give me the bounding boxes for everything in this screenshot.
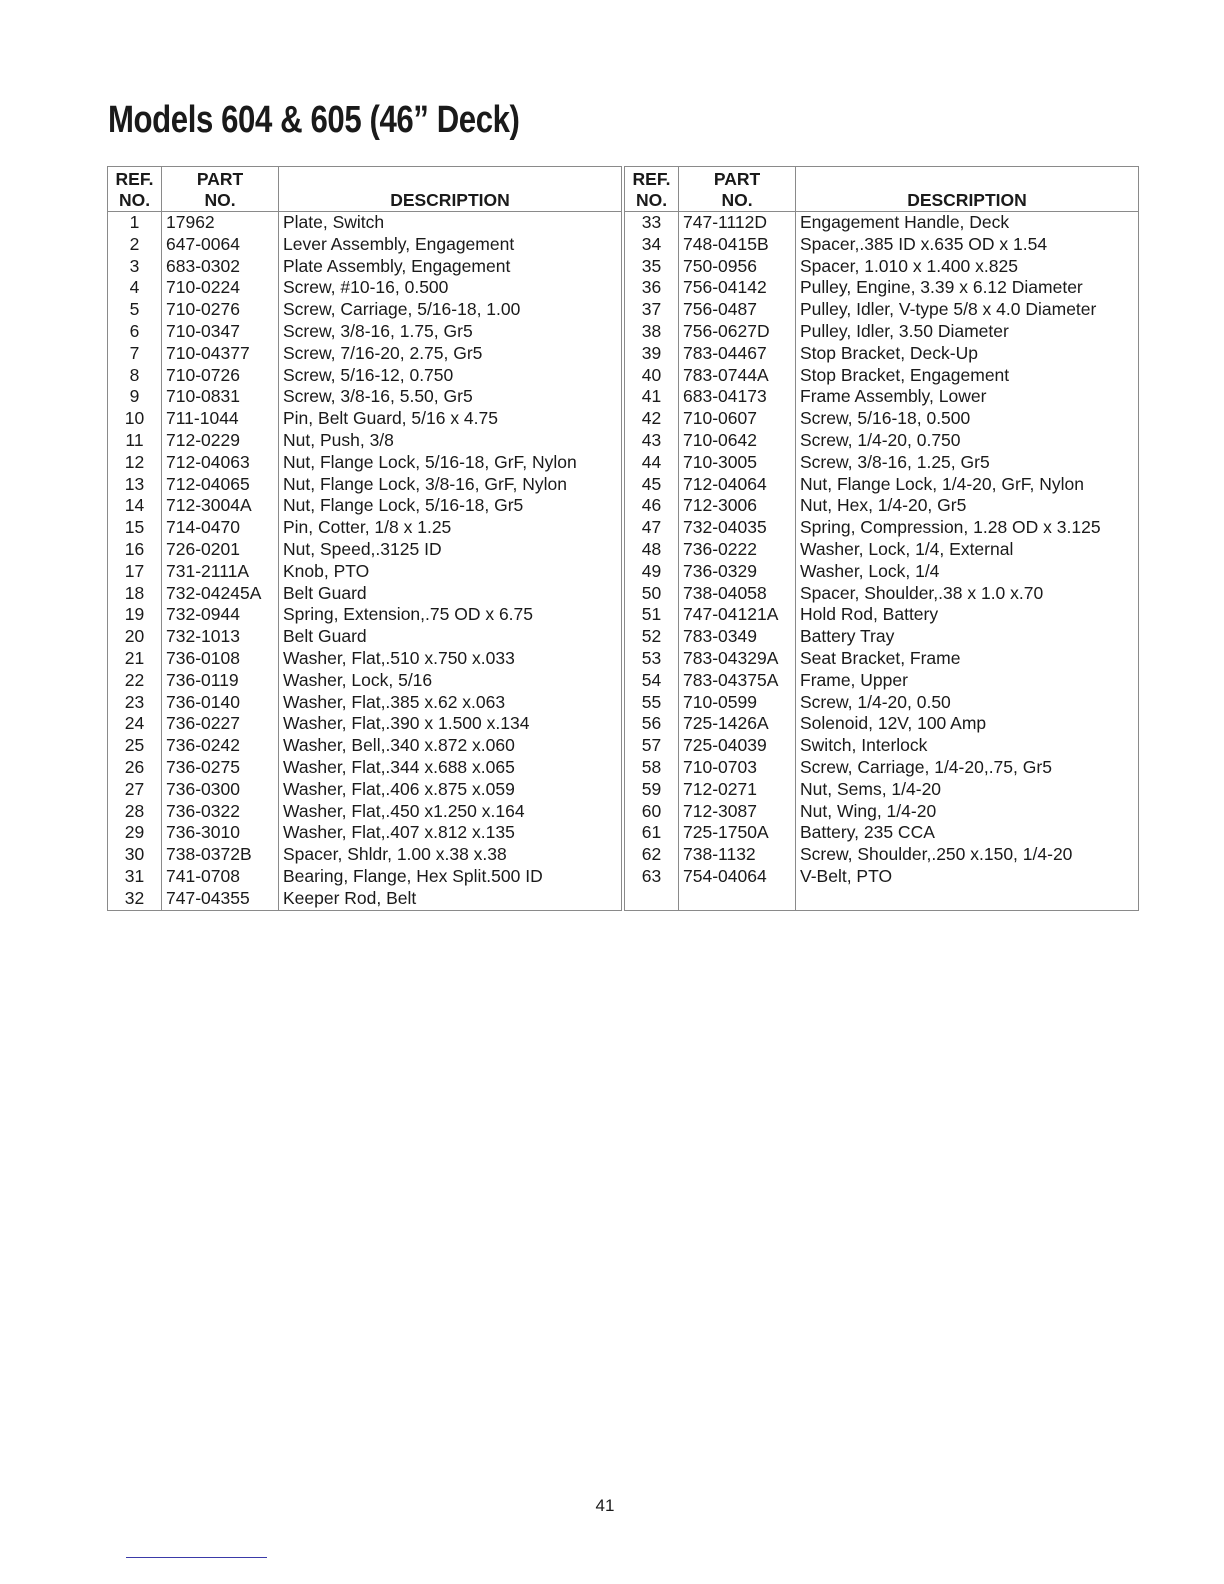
ref-no-cell: 61 — [625, 822, 679, 844]
part-no-cell: 747-04355 — [162, 888, 279, 910]
part-no-cell: 736-0119 — [162, 670, 279, 692]
ref-no-cell: 37 — [625, 299, 679, 321]
table-row — [625, 822, 1139, 844]
table-row — [625, 561, 1139, 583]
description-cell: Nut, Hex, 1/4-20, Gr5 — [796, 495, 1139, 517]
description-cell: Pulley, Idler, V-type 5/8 x 4.0 Diameter — [796, 299, 1139, 321]
footnote-divider — [126, 1557, 267, 1558]
ref-no-cell: 55 — [625, 692, 679, 714]
part-no-cell — [679, 888, 796, 910]
table-row — [108, 234, 622, 256]
part-no-cell: 712-04063 — [162, 452, 279, 474]
ref-no-cell: 50 — [625, 583, 679, 605]
part-no-cell: 754-04064 — [679, 866, 796, 888]
ref-no-cell: 16 — [108, 539, 162, 561]
part-no-cell: 748-0415B — [679, 234, 796, 256]
ref-no-cell: 12 — [108, 452, 162, 474]
ref-no-cell: 39 — [625, 343, 679, 365]
ref-no-cell: 63 — [625, 866, 679, 888]
description-cell: Nut, Push, 3/8 — [279, 430, 622, 452]
ref-no-cell: 1 — [108, 212, 162, 234]
table-row — [108, 517, 622, 539]
description-cell: Washer, Flat,.510 x.750 x.033 — [279, 648, 622, 670]
table-row — [108, 801, 622, 823]
ref-no-cell: 52 — [625, 626, 679, 648]
ref-no-cell: 25 — [108, 735, 162, 757]
table-row — [625, 670, 1139, 692]
description-header-text: DESCRIPTION — [907, 190, 1027, 210]
part-no-header — [679, 167, 796, 212]
ref-no-cell: 54 — [625, 670, 679, 692]
part-no-cell: 738-1132 — [679, 844, 796, 866]
page-number: 41 — [595, 1496, 615, 1515]
table-row — [108, 539, 622, 561]
table-row — [108, 256, 622, 278]
part-no-cell: 725-1750A — [679, 822, 796, 844]
part-no-cell: 712-0229 — [162, 430, 279, 452]
table-row — [625, 517, 1139, 539]
ref-no-cell: 3 — [108, 256, 162, 278]
table-row — [625, 256, 1139, 278]
table-row — [625, 277, 1139, 299]
table-row — [625, 844, 1139, 866]
ref-no-header — [625, 167, 679, 212]
table-row — [625, 648, 1139, 670]
description-cell: Washer, Flat,.390 x 1.500 x.134 — [279, 713, 622, 735]
description-cell: Spring, Extension,.75 OD x 6.75 — [279, 604, 622, 626]
ref-no-cell: 31 — [108, 866, 162, 888]
description-cell: Pin, Cotter, 1/8 x 1.25 — [279, 517, 622, 539]
description-cell: Switch, Interlock — [796, 735, 1139, 757]
ref-no-cell: 29 — [108, 822, 162, 844]
part-no-cell: 710-0276 — [162, 299, 279, 321]
description-header — [279, 167, 622, 212]
ref-no-cell: 57 — [625, 735, 679, 757]
table-row — [625, 299, 1139, 321]
part-no-cell: 736-0140 — [162, 692, 279, 714]
description-cell: Belt Guard — [279, 626, 622, 648]
table-row — [108, 561, 622, 583]
description-cell: Nut, Flange Lock, 3/8-16, GrF, Nylon — [279, 474, 622, 496]
ref-no-cell: 8 — [108, 365, 162, 387]
part-no-cell: 732-1013 — [162, 626, 279, 648]
part-no-cell: 710-3005 — [679, 452, 796, 474]
part-no-cell: 783-04329A — [679, 648, 796, 670]
table-row — [625, 495, 1139, 517]
table-row — [625, 779, 1139, 801]
ref-no-cell: 18 — [108, 583, 162, 605]
part-header-line1: PART — [713, 169, 761, 189]
table-row — [108, 408, 622, 430]
table-row — [625, 735, 1139, 757]
description-cell: Lever Assembly, Engagement — [279, 234, 622, 256]
description-cell: Plate, Switch — [279, 212, 622, 234]
table-row — [108, 626, 622, 648]
ref-no-cell: 36 — [625, 277, 679, 299]
description-cell: Engagement Handle, Deck — [796, 212, 1139, 234]
part-no-cell: 783-0744A — [679, 365, 796, 387]
parts-table-left — [107, 166, 622, 911]
description-cell: Washer, Lock, 1/4 — [796, 561, 1139, 583]
table-row — [108, 779, 622, 801]
part-no-cell: 714-0470 — [162, 517, 279, 539]
ref-no-cell: 58 — [625, 757, 679, 779]
description-cell: Screw, 1/4-20, 0.50 — [796, 692, 1139, 714]
description-cell: Stop Bracket, Engagement — [796, 365, 1139, 387]
ref-no-cell: 30 — [108, 844, 162, 866]
ref-no-cell: 51 — [625, 604, 679, 626]
part-no-cell: 712-3004A — [162, 495, 279, 517]
part-no-cell: 750-0956 — [679, 256, 796, 278]
part-no-cell: 712-3087 — [679, 801, 796, 823]
ref-header-line2: NO. — [635, 190, 668, 210]
table-row — [625, 408, 1139, 430]
ref-no-cell: 21 — [108, 648, 162, 670]
table-header-row — [625, 167, 1139, 212]
ref-no-cell: 38 — [625, 321, 679, 343]
table-row — [108, 670, 622, 692]
part-no-cell: 710-0642 — [679, 430, 796, 452]
part-no-cell: 783-0349 — [679, 626, 796, 648]
table-row — [108, 299, 622, 321]
table-row — [625, 866, 1139, 888]
part-no-cell: 741-0708 — [162, 866, 279, 888]
table-row — [625, 321, 1139, 343]
description-cell: Screw, Carriage, 1/4-20,.75, Gr5 — [796, 757, 1139, 779]
description-cell: Nut, Speed,.3125 ID — [279, 539, 622, 561]
table-row — [625, 626, 1139, 648]
ref-no-cell: 60 — [625, 801, 679, 823]
part-no-cell: 736-0322 — [162, 801, 279, 823]
ref-no-cell: 15 — [108, 517, 162, 539]
description-cell: V-Belt, PTO — [796, 866, 1139, 888]
table-row — [625, 604, 1139, 626]
table-row — [108, 343, 622, 365]
ref-header-line2: NO. — [118, 190, 151, 210]
part-no-cell: 732-04035 — [679, 517, 796, 539]
ref-no-cell: 13 — [108, 474, 162, 496]
part-header-line1: PART — [196, 169, 244, 189]
part-no-cell: 756-0627D — [679, 321, 796, 343]
description-cell: Keeper Rod, Belt — [279, 888, 622, 910]
table-row — [108, 866, 622, 888]
ref-no-cell: 32 — [108, 888, 162, 910]
table-row — [108, 583, 622, 605]
ref-no-cell: 62 — [625, 844, 679, 866]
table-row — [625, 452, 1139, 474]
table-row — [625, 343, 1139, 365]
part-no-cell: 738-04058 — [679, 583, 796, 605]
description-cell: Frame, Upper — [796, 670, 1139, 692]
ref-no-cell: 10 — [108, 408, 162, 430]
ref-no-cell: 19 — [108, 604, 162, 626]
part-no-cell: 710-0726 — [162, 365, 279, 387]
description-cell: Pulley, Engine, 3.39 x 6.12 Diameter — [796, 277, 1139, 299]
table-row — [108, 604, 622, 626]
part-no-cell: 736-0300 — [162, 779, 279, 801]
description-cell: Screw, 3/8-16, 1.25, Gr5 — [796, 452, 1139, 474]
description-cell: Screw, 7/16-20, 2.75, Gr5 — [279, 343, 622, 365]
ref-no-cell: 45 — [625, 474, 679, 496]
ref-no-cell: 40 — [625, 365, 679, 387]
description-cell: Washer, Flat,.450 x1.250 x.164 — [279, 801, 622, 823]
description-cell: Nut, Flange Lock, 5/16-18, Gr5 — [279, 495, 622, 517]
description-cell: Washer, Lock, 1/4, External — [796, 539, 1139, 561]
part-no-cell: 710-0347 — [162, 321, 279, 343]
description-cell: Nut, Flange Lock, 5/16-18, GrF, Nylon — [279, 452, 622, 474]
description-cell: Plate Assembly, Engagement — [279, 256, 622, 278]
table-row — [625, 212, 1139, 234]
table-row — [625, 692, 1139, 714]
description-cell: Knob, PTO — [279, 561, 622, 583]
description-cell: Screw, 5/16-18, 0.500 — [796, 408, 1139, 430]
part-no-cell: 756-0487 — [679, 299, 796, 321]
table-row — [108, 888, 622, 910]
description-cell: Spacer, Shoulder,.38 x 1.0 x.70 — [796, 583, 1139, 605]
ref-no-cell: 5 — [108, 299, 162, 321]
part-no-cell: 726-0201 — [162, 539, 279, 561]
description-cell: Bearing, Flange, Hex Split.500 ID — [279, 866, 622, 888]
table-row — [108, 430, 622, 452]
ref-no-cell: 53 — [625, 648, 679, 670]
ref-no-cell: 4 — [108, 277, 162, 299]
table-row — [108, 365, 622, 387]
table-row — [108, 735, 622, 757]
ref-no-cell: 9 — [108, 386, 162, 408]
ref-no-cell: 41 — [625, 386, 679, 408]
part-no-cell: 710-0224 — [162, 277, 279, 299]
part-no-cell: 710-0599 — [679, 692, 796, 714]
ref-no-cell: 34 — [625, 234, 679, 256]
description-cell: Screw, #10-16, 0.500 — [279, 277, 622, 299]
part-no-cell: 683-04173 — [679, 386, 796, 408]
part-no-cell: 710-0607 — [679, 408, 796, 430]
description-header — [796, 167, 1139, 212]
description-cell: Spacer, Shldr, 1.00 x.38 x.38 — [279, 844, 622, 866]
description-cell: Nut, Flange Lock, 1/4-20, GrF, Nylon — [796, 474, 1139, 496]
description-cell: Screw, 1/4-20, 0.750 — [796, 430, 1139, 452]
part-no-header — [162, 167, 279, 212]
table-header-row — [108, 167, 622, 212]
part-no-cell: 732-04245A — [162, 583, 279, 605]
ref-header-line1: REF. — [115, 169, 154, 189]
description-cell: Washer, Bell,.340 x.872 x.060 — [279, 735, 622, 757]
ref-no-cell: 26 — [108, 757, 162, 779]
table-row — [625, 583, 1139, 605]
table-row — [108, 321, 622, 343]
table-row — [108, 212, 622, 234]
table-row — [625, 474, 1139, 496]
table-row — [108, 452, 622, 474]
part-no-cell: 747-04121A — [679, 604, 796, 626]
part-no-cell: 712-04064 — [679, 474, 796, 496]
ref-no-cell — [625, 888, 679, 910]
ref-no-cell: 43 — [625, 430, 679, 452]
part-no-cell: 683-0302 — [162, 256, 279, 278]
description-cell: Hold Rod, Battery — [796, 604, 1139, 626]
parts-table-right — [624, 166, 1139, 911]
description-cell: Solenoid, 12V, 100 Amp — [796, 713, 1139, 735]
description-cell: Screw, 3/8-16, 5.50, Gr5 — [279, 386, 622, 408]
part-no-cell: 712-3006 — [679, 495, 796, 517]
description-cell: Nut, Sems, 1/4-20 — [796, 779, 1139, 801]
description-cell: Pin, Belt Guard, 5/16 x 4.75 — [279, 408, 622, 430]
ref-no-cell: 14 — [108, 495, 162, 517]
description-cell: Nut, Wing, 1/4-20 — [796, 801, 1139, 823]
description-cell: Battery Tray — [796, 626, 1139, 648]
part-no-cell: 710-0831 — [162, 386, 279, 408]
description-cell: Battery, 235 CCA — [796, 822, 1139, 844]
description-cell: Belt Guard — [279, 583, 622, 605]
ref-no-cell: 28 — [108, 801, 162, 823]
part-no-cell: 783-04375A — [679, 670, 796, 692]
description-cell: Washer, Flat,.406 x.875 x.059 — [279, 779, 622, 801]
description-cell: Spring, Compression, 1.28 OD x 3.125 — [796, 517, 1139, 539]
ref-no-cell: 49 — [625, 561, 679, 583]
part-no-cell: 17962 — [162, 212, 279, 234]
ref-no-cell: 35 — [625, 256, 679, 278]
page-title: Models 604 & 605 (46” Deck) — [108, 99, 520, 141]
part-header-line2: NO. — [721, 190, 753, 210]
part-no-cell: 736-0329 — [679, 561, 796, 583]
part-no-cell: 756-04142 — [679, 277, 796, 299]
part-no-cell: 736-0227 — [162, 713, 279, 735]
description-cell — [796, 888, 1139, 910]
part-no-cell: 736-0242 — [162, 735, 279, 757]
part-no-cell: 783-04467 — [679, 343, 796, 365]
table-row — [108, 692, 622, 714]
ref-no-cell: 42 — [625, 408, 679, 430]
description-cell: Washer, Flat,.407 x.812 x.135 — [279, 822, 622, 844]
table-row — [625, 234, 1139, 256]
table-row — [108, 757, 622, 779]
description-cell: Washer, Flat,.344 x.688 x.065 — [279, 757, 622, 779]
description-header-text: DESCRIPTION — [390, 190, 510, 210]
table-row — [625, 888, 1139, 910]
table-row — [625, 713, 1139, 735]
ref-no-cell: 6 — [108, 321, 162, 343]
part-no-cell: 731-2111A — [162, 561, 279, 583]
part-no-cell: 736-0108 — [162, 648, 279, 670]
table-row — [108, 648, 622, 670]
part-no-cell: 647-0064 — [162, 234, 279, 256]
ref-no-cell: 27 — [108, 779, 162, 801]
ref-no-cell: 17 — [108, 561, 162, 583]
ref-no-cell: 59 — [625, 779, 679, 801]
description-cell: Pulley, Idler, 3.50 Diameter — [796, 321, 1139, 343]
ref-no-cell: 7 — [108, 343, 162, 365]
ref-no-cell: 47 — [625, 517, 679, 539]
part-no-cell: 747-1112D — [679, 212, 796, 234]
ref-no-cell: 56 — [625, 713, 679, 735]
description-cell: Screw, Carriage, 5/16-18, 1.00 — [279, 299, 622, 321]
table-row — [108, 713, 622, 735]
part-no-cell: 738-0372B — [162, 844, 279, 866]
part-no-cell: 710-04377 — [162, 343, 279, 365]
description-cell: Spacer,.385 ID x.635 OD x 1.54 — [796, 234, 1139, 256]
part-no-cell: 725-04039 — [679, 735, 796, 757]
table-row — [625, 801, 1139, 823]
part-no-cell: 712-0271 — [679, 779, 796, 801]
table-row — [108, 495, 622, 517]
description-cell: Screw, Shoulder,.250 x.150, 1/4-20 — [796, 844, 1139, 866]
table-row — [625, 365, 1139, 387]
part-no-cell: 736-0275 — [162, 757, 279, 779]
part-no-cell: 725-1426A — [679, 713, 796, 735]
part-no-cell: 732-0944 — [162, 604, 279, 626]
ref-no-header — [108, 167, 162, 212]
table-row — [625, 386, 1139, 408]
description-cell: Washer, Lock, 5/16 — [279, 670, 622, 692]
description-cell: Frame Assembly, Lower — [796, 386, 1139, 408]
table-row — [108, 386, 622, 408]
table-row — [625, 430, 1139, 452]
ref-no-cell: 48 — [625, 539, 679, 561]
description-cell: Stop Bracket, Deck-Up — [796, 343, 1139, 365]
ref-no-cell: 46 — [625, 495, 679, 517]
description-cell: Washer, Flat,.385 x.62 x.063 — [279, 692, 622, 714]
ref-no-cell: 24 — [108, 713, 162, 735]
description-cell: Seat Bracket, Frame — [796, 648, 1139, 670]
ref-no-cell: 20 — [108, 626, 162, 648]
table-row — [625, 539, 1139, 561]
description-cell: Screw, 5/16-12, 0.750 — [279, 365, 622, 387]
description-cell: Screw, 3/8-16, 1.75, Gr5 — [279, 321, 622, 343]
part-no-cell: 736-0222 — [679, 539, 796, 561]
ref-no-cell: 23 — [108, 692, 162, 714]
ref-no-cell: 33 — [625, 212, 679, 234]
part-header-line2: NO. — [204, 190, 236, 210]
table-row — [108, 822, 622, 844]
table-row — [108, 844, 622, 866]
ref-no-cell: 44 — [625, 452, 679, 474]
ref-no-cell: 22 — [108, 670, 162, 692]
part-no-cell: 710-0703 — [679, 757, 796, 779]
part-no-cell: 736-3010 — [162, 822, 279, 844]
table-row — [108, 474, 622, 496]
part-no-cell: 712-04065 — [162, 474, 279, 496]
ref-header-line1: REF. — [632, 169, 671, 189]
description-cell: Spacer, 1.010 x 1.400 x.825 — [796, 256, 1139, 278]
table-row — [108, 277, 622, 299]
table-row — [625, 757, 1139, 779]
part-no-cell: 711-1044 — [162, 408, 279, 430]
ref-no-cell: 2 — [108, 234, 162, 256]
ref-no-cell: 11 — [108, 430, 162, 452]
